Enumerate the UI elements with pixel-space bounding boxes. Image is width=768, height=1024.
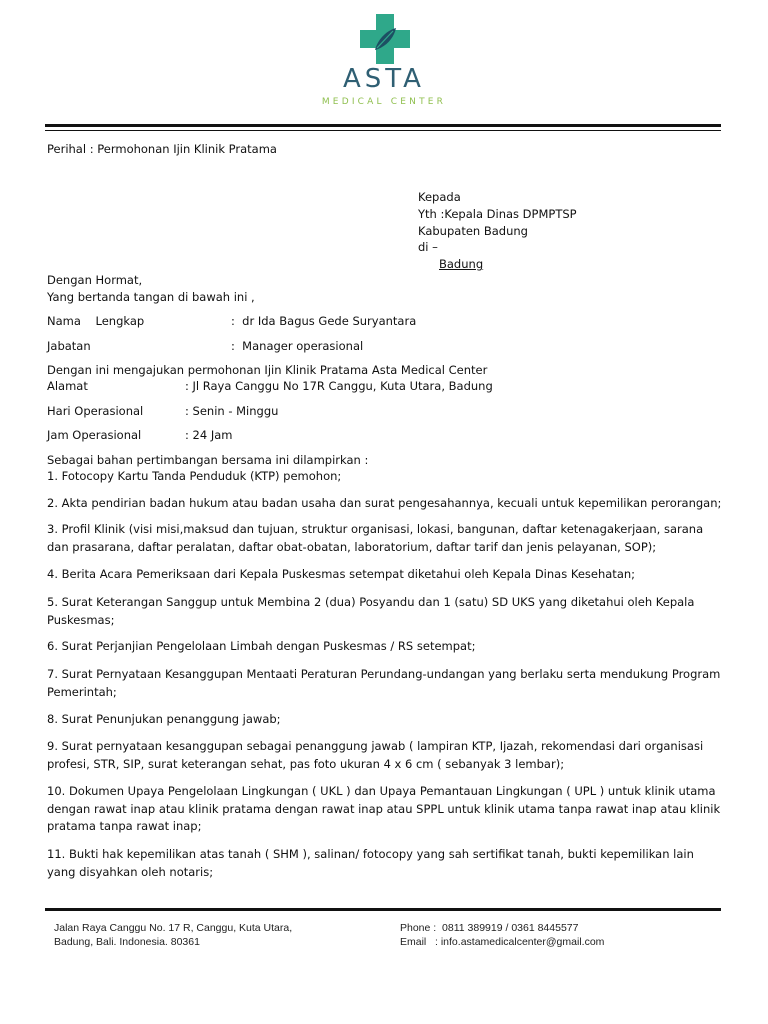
brand-subtitle: MEDICAL CENTER (321, 97, 447, 107)
greeting: Dengan Hormat, (47, 273, 143, 287)
recipient-line3: di – (418, 240, 438, 254)
footer-address-line1: Jalan Raya Canggu No. 17 R, Canggu, Kuta Utara, (54, 922, 293, 934)
medical-cross-logo-icon (360, 14, 410, 64)
recipient-line2: Kabupaten Badung (418, 224, 528, 238)
days-value: : Senin - Minggu (185, 404, 279, 418)
footer-divider (45, 908, 721, 911)
address-value: : Jl Raya Canggu No 17R Canggu, Kuta Utara, Badung (185, 379, 493, 393)
days-label: Hari Operasional (47, 404, 144, 418)
header-divider-thin (45, 130, 721, 131)
attachment-item: 11. Bukti hak kepemilikan atas tanah ( SHM ), salinan/ fotocopy yang sah sertifikat tanah, bukti kepemilikan lain yang disyahkan oleh notaris; (47, 847, 694, 879)
name-label: Nama Lengkap (47, 314, 145, 328)
attachment-item: 2. Akta pendirian badan hukum atau badan usaha dan surat pengesahannya, kecuali untuk kepemilikan perorangan; (47, 496, 722, 510)
attachment-item: 6. Surat Perjanjian Pengelolaan Limbah dengan Puskesmas / RS setempat; (47, 639, 476, 653)
attachments-intro: Sebagai bahan pertimbangan bersama ini dilampirkan : (47, 453, 369, 467)
attachment-item: 3. Profil Klinik (visi misi,maksud dan tujuan, struktur organisasi, lokasi, bangunan, daftar ketenagakerjaan, sarana dan prasarana, daftar peralatan, daftar obat-obatan, laboratorium, daftar tarif dan jenis pelayanan, SOP); (47, 522, 704, 554)
recipient-line1: Yth :Kepala Dinas DPMPTSP (418, 207, 577, 221)
recipient-to: Kepada (418, 190, 461, 204)
name-value: : dr Ida Bagus Gede Suryantara (231, 314, 417, 328)
header-divider (45, 124, 721, 127)
attachment-item: 1. Fotocopy Kartu Tanda Penduduk (KTP) pemohon; (47, 469, 342, 483)
position-value: : Manager operasional (231, 339, 364, 353)
recipient-line4: Badung (439, 257, 484, 271)
letter-subject: Perihal : Permohonan Ijin Klinik Pratama (47, 142, 277, 156)
attachment-item: 7. Surat Pernyataan Kesanggupan Mentaati Peraturan Perundang-undangan yang berlaku serta mendukung Program Pemerintah; (47, 667, 721, 699)
footer-email: Email : info.astamedicalcenter@gmail.com (400, 936, 605, 948)
footer-phone: Phone : 0811 389919 / 0361 8445577 (400, 922, 579, 934)
brand-name: ASTA (343, 64, 425, 94)
address-label: Alamat (47, 379, 88, 393)
hours-label: Jam Operasional (47, 428, 142, 442)
request-line: Dengan ini mengajukan permohonan Ijin Klinik Pratama Asta Medical Center (47, 363, 488, 377)
attachment-item: 5. Surat Keterangan Sanggup untuk Membina 2 (dua) Posyandu dan 1 (satu) SD UKS yang diketahui oleh Kepala Puskesmas; (47, 595, 695, 627)
attachment-item: 9. Surat pernyataan kesanggupan sebagai penanggung jawab ( lampiran KTP, Ijazah, rekomendasi dari organisasi profesi, STR, SIP, surat keterangan sehat, pas foto ukuran 4 x 6 cm ( sebanyak 3 lembar); (47, 739, 704, 771)
intro-line: Yang bertanda tangan di bawah ini , (47, 290, 255, 304)
hours-value: : 24 Jam (185, 428, 233, 442)
attachment-item: 8. Surat Penunjukan penanggung jawab; (47, 712, 281, 726)
attachment-item: 10. Dokumen Upaya Pengelolaan Lingkungan ( UKL ) dan Upaya Pemantauan Lingkungan ( UPL ) untuk klinik utama dengan rawat inap atau klinik pratama dengan rawat inap atau SPPL untuk klinik utama tanpa rawat inap atau klinik pratama tanpa rawat inap; (47, 784, 721, 833)
footer-address-line2: Badung, Bali. Indonesia. 80361 (54, 936, 200, 948)
position-label: Jabatan (47, 339, 91, 353)
attachment-item: 4. Berita Acara Pemeriksaan dari Kepala Puskesmas setempat diketahui oleh Kepala Dinas Kesehatan; (47, 567, 636, 581)
